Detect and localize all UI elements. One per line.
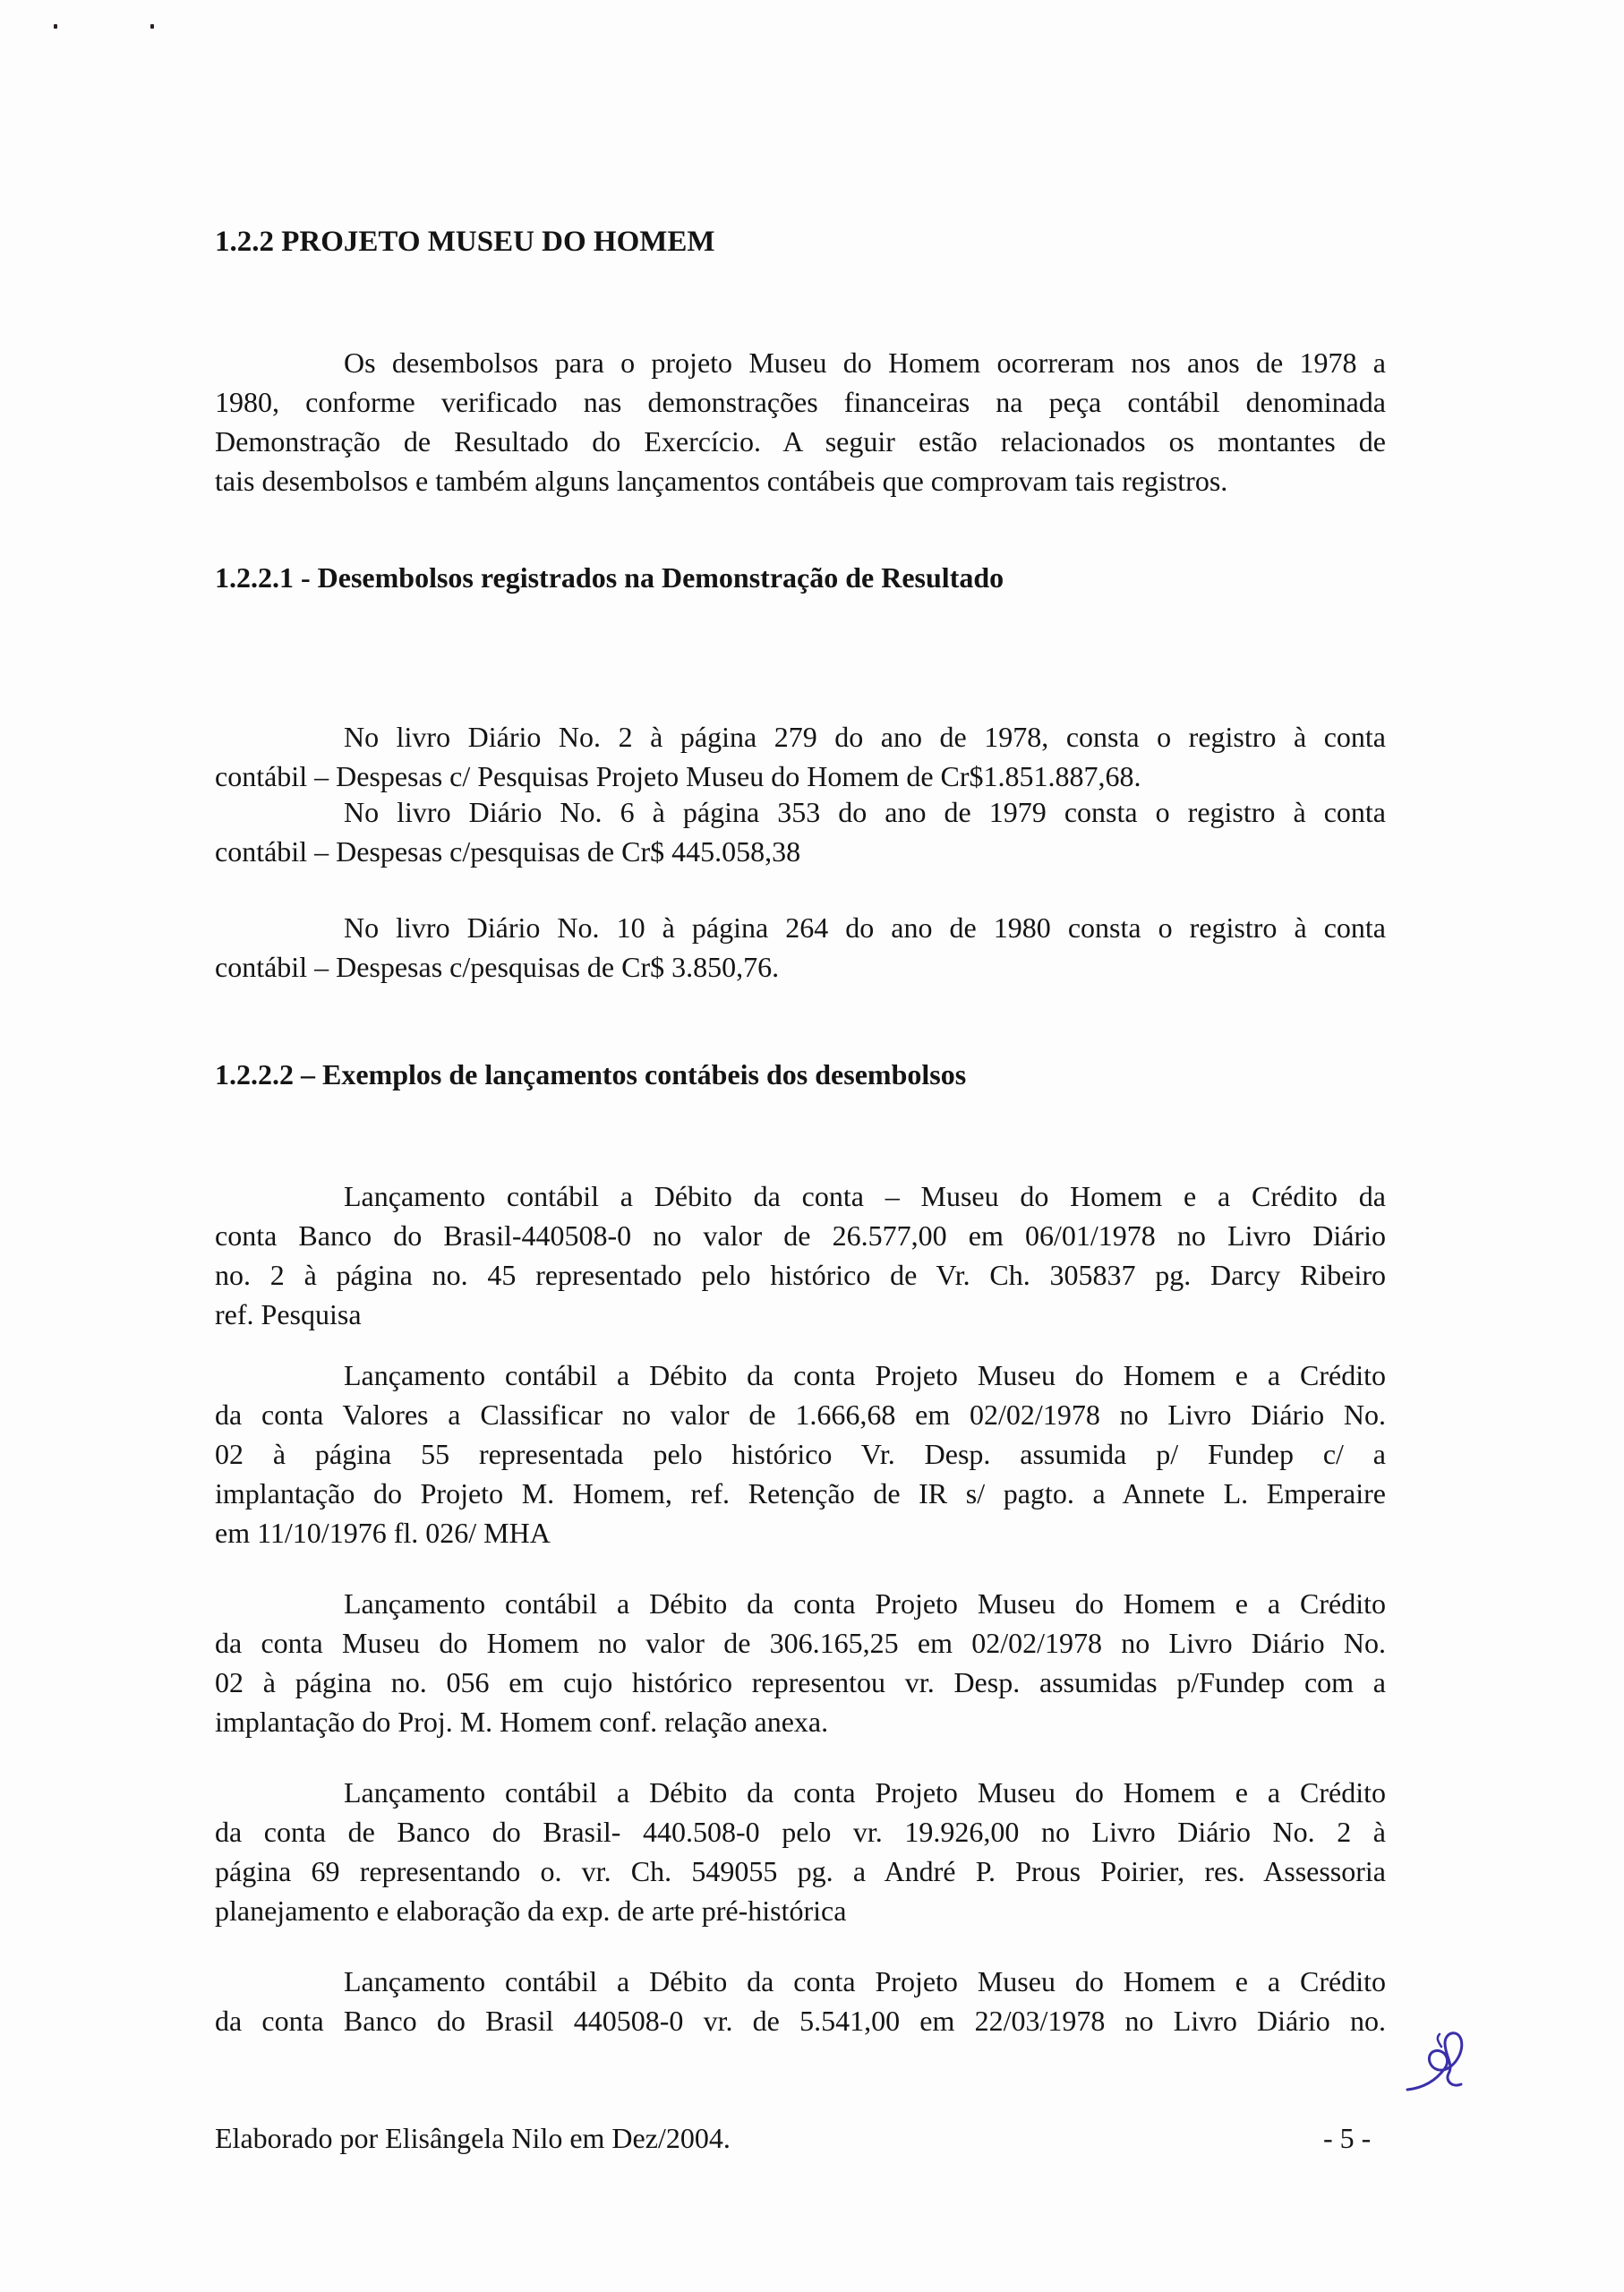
entry-line: implantação do Proj. M. Homem conf. relação anexa. bbox=[215, 1706, 829, 1738]
entry-line: da conta Museu do Homem no valor de 306.165,25 em 02/02/1978 no Livro Diário No. bbox=[215, 1627, 1386, 1659]
initials-stroke bbox=[1407, 2033, 1462, 2090]
subsection-1-title: 1.2.2.1 - Desembolsos registrados na Demonstração de Resultado bbox=[215, 561, 1004, 594]
entry-line: Lançamento contábil a Débito da conta Projeto Museu do Homem e a Crédito bbox=[344, 1359, 1386, 1391]
handwritten-initials bbox=[1406, 2025, 1495, 2097]
section-title: 1.2.2 PROJETO MUSEU DO HOMEM bbox=[215, 226, 715, 258]
ledger-record-line: No livro Diário No. 6 à página 353 do ano de 1979 consta o registro à conta bbox=[344, 796, 1386, 828]
page-number: - 5 - bbox=[1323, 2122, 1372, 2154]
entry-line: em 11/10/1976 fl. 026/ MHA bbox=[215, 1517, 551, 1549]
subsection-2-title: 1.2.2.2 – Exemplos de lançamentos contábeis dos desembolsos bbox=[215, 1058, 967, 1090]
entry-line: da conta Banco do Brasil 440508-0 vr. de 5.541,00 em 22/03/1978 no Livro Diário no. bbox=[215, 2005, 1386, 2037]
entry-line: conta Banco do Brasil-440508-0 no valor de 26.577,00 em 06/01/1978 no Livro Diário bbox=[215, 1219, 1386, 1252]
entry-line: Lançamento contábil a Débito da conta Projeto Museu do Homem e a Crédito bbox=[344, 1587, 1386, 1620]
ledger-record-line: contábil – Despesas c/pesquisas de Cr$ 445.058,38 bbox=[215, 835, 801, 868]
intro-line: tais desembolsos e também alguns lançamentos contábeis que comprovam tais registros. bbox=[215, 465, 1228, 497]
intro-line: Demonstração de Resultado do Exercício. A seguir estão relacionados os montantes de bbox=[215, 425, 1386, 458]
entry-line: ref. Pesquisa bbox=[215, 1298, 362, 1330]
entry-line: Lançamento contábil a Débito da conta – Museu do Homem e a Crédito da bbox=[344, 1180, 1386, 1212]
ledger-record-line: No livro Diário No. 2 à página 279 do ano de 1978, consta o registro à conta bbox=[344, 721, 1386, 753]
entry-line: da conta de Banco do Brasil- 440.508-0 pelo vr. 19.926,00 no Livro Diário No. 2 à bbox=[215, 1816, 1386, 1848]
entry-line: página 69 representando o. vr. Ch. 549055 pg. a André P. Prous Poirier, res. Assessoria bbox=[215, 1855, 1386, 1887]
scan-speck bbox=[54, 24, 57, 29]
entry-line: no. 2 à página no. 45 representado pelo histórico de Vr. Ch. 305837 pg. Darcy Ribeiro bbox=[215, 1259, 1386, 1291]
entry-line: da conta Valores a Classificar no valor de 1.666,68 em 02/02/1978 no Livro Diário No. bbox=[215, 1398, 1386, 1431]
entry-line: Lançamento contábil a Débito da conta Projeto Museu do Homem e a Crédito bbox=[344, 1965, 1386, 1997]
scan-speck bbox=[150, 24, 154, 29]
ledger-record-line: contábil – Despesas c/pesquisas de Cr$ 3.850,76. bbox=[215, 951, 780, 983]
ledger-record-line: No livro Diário No. 10 à página 264 do ano de 1980 consta o registro à conta bbox=[344, 911, 1386, 944]
intro-line: Os desembolsos para o projeto Museu do Homem ocorreram nos anos de 1978 a bbox=[344, 346, 1386, 379]
ledger-record-line: contábil – Despesas c/ Pesquisas Projeto Museu do Homem de Cr$1.851.887,68. bbox=[215, 760, 1141, 792]
entry-line: implantação do Projeto M. Homem, ref. Retenção de IR s/ pagto. a Annete L. Emperaire bbox=[215, 1477, 1386, 1509]
entry-line: planejamento e elaboração da exp. de arte pré-histórica bbox=[215, 1894, 847, 1927]
intro-line: 1980, conforme verificado nas demonstrações financeiras na peça contábil denominada bbox=[215, 386, 1386, 418]
footer-author-note: Elaborado por Elisângela Nilo em Dez/2004. bbox=[215, 2122, 731, 2154]
entry-line: 02 à página no. 056 em cujo histórico representou vr. Desp. assumidas p/Fundep com a bbox=[215, 1666, 1386, 1698]
initials-stroke bbox=[1438, 2034, 1441, 2047]
entry-line: 02 à página 55 representada pelo histórico Vr. Desp. assumida p/ Fundep c/ a bbox=[215, 1438, 1386, 1470]
entry-line: Lançamento contábil a Débito da conta Projeto Museu do Homem e a Crédito bbox=[344, 1776, 1386, 1809]
